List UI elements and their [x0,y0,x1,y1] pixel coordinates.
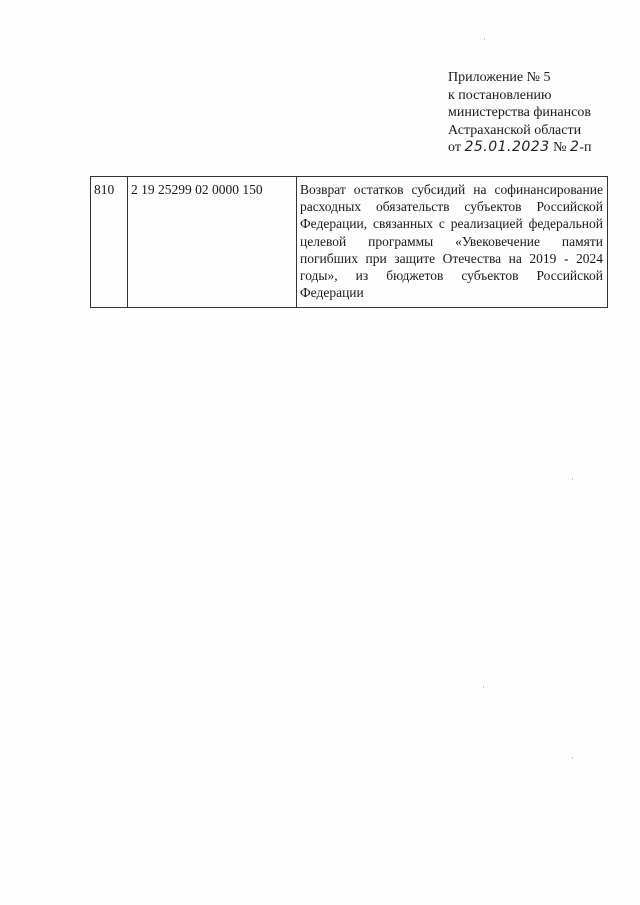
table-row [91,177,608,308]
admin-code-cell: 810 [91,177,128,308]
appendix-date-line [448,139,628,157]
handwritten-number: 2 [569,139,580,155]
number-sign: № [553,140,567,155]
appendix-line-ministry: министерства финансов [448,105,591,120]
scan-speck [572,757,573,759]
appendix-line-region: Астраханской области [448,122,582,138]
appendix-title: Приложение № 5 [448,70,551,85]
scan-speck [572,478,573,480]
scan-speck [483,686,484,688]
handwritten-date: 25.01.2023 [464,139,550,155]
budget-codes-table [90,176,608,308]
date-prefix: от [448,140,461,155]
scan-speck [484,38,485,40]
appendix-line-resolution: к постановлению [448,87,552,103]
appendix-header [448,69,628,157]
number-suffix: -п [579,140,592,155]
income-name-cell: Возврат остатков субсидий на софинансирование расходных обязательств субъектов Российской Федерации, связанных с реализацией федеральной целевой программы «Увековечение памяти погибших при защите Отечества на 2019 - 2024 годы», из бюджетов субъектов Российской Федерации [297,177,608,308]
budget-code-cell: 2 19 25299 02 0000 150 [128,177,297,308]
